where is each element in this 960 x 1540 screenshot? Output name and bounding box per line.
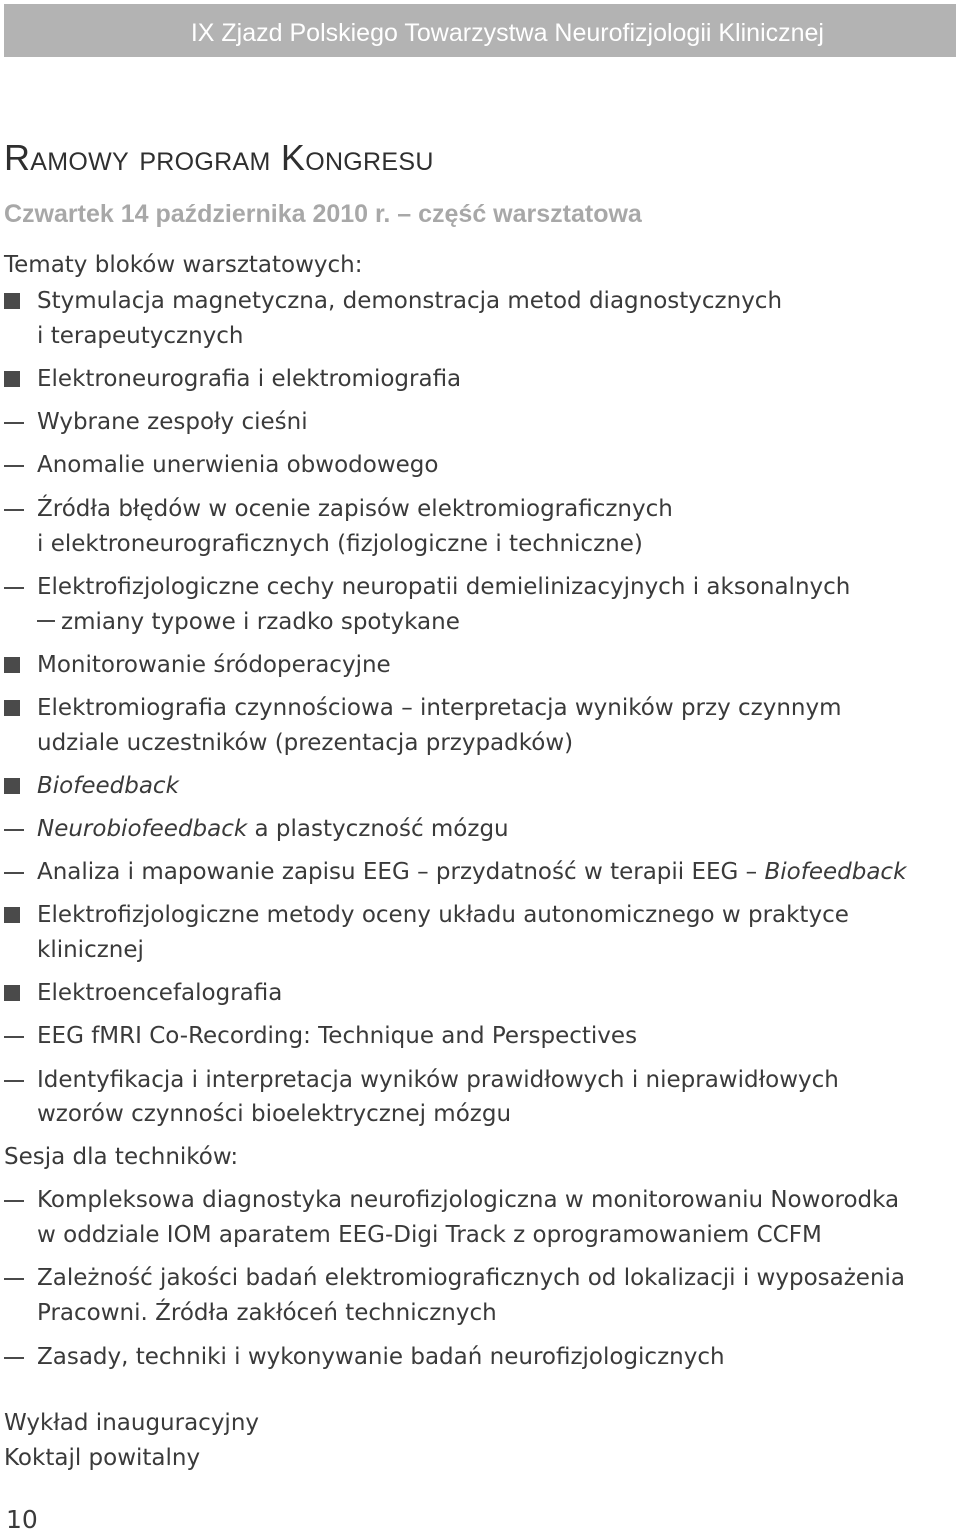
square-bullet-icon [4,907,20,923]
sub-item [4,448,956,482]
dash-bullet-icon [4,872,24,874]
dash-bullet-icon [4,1080,24,1082]
sub-item [4,1261,956,1295]
list-item [4,769,956,803]
item-text: Biofeedback [37,773,179,799]
dash-bullet-icon [4,465,24,467]
dash-bullet-icon [4,1036,24,1038]
sub-item [4,405,956,439]
topics-heading: Tematy bloków warsztatowych: [4,252,363,278]
page-title: Ramowy program Kongresu [4,137,434,178]
item-text: Elektroencefalografia [37,980,283,1006]
dash-bullet-icon [4,422,24,424]
sub-item [4,1340,956,1374]
item-text: Elektroneurografia i elektromiografia [37,366,462,392]
item-text: udziale uczestników (prezentacja przypadków) [37,730,574,756]
dash-bullet-icon [4,1357,24,1359]
dash-bullet-icon [4,1278,24,1280]
sub-item [4,812,956,846]
item-text: klinicznej [37,937,144,963]
list-item-continuation [4,933,956,967]
square-bullet-icon [4,371,20,387]
item-text: Zasady, techniki i wykonywanie badań neurofizjologicznych [37,1344,725,1370]
sub-item-continuation [4,527,956,561]
item-text: wzorów czynności bioelektrycznej mózgu [37,1101,512,1127]
item-text: Kompleksowa diagnostyka neurofizjologiczna w monitorowaniu Noworodka [37,1187,900,1213]
item-text: Źródła błędów w ocenie zapisów elektromiograficznych [37,496,673,522]
item-text: Monitorowanie śródoperacyjne [37,652,391,678]
dash-bullet-icon [4,509,24,511]
inaugural-lecture: Wykład inauguracyjny [4,1410,260,1436]
dash-bullet-icon [4,587,24,589]
item-text: Pracowni. Źródła zakłóceń technicznych [37,1300,497,1326]
item-text: Identyfikacja i interpretacja wyników prawidłowych i nieprawidłowych [37,1067,839,1093]
dash-icon [37,620,55,622]
item-text: a plastyczność mózgu [247,816,509,842]
square-bullet-icon [4,657,20,673]
list-item-continuation [4,726,956,760]
square-bullet-icon [4,985,20,1001]
item-text-italic: Biofeedback [764,859,907,885]
list-item [4,691,956,725]
square-bullet-icon [4,700,20,716]
item-text-italic: Neurobiofeedback [37,816,248,842]
list-item [4,976,956,1010]
item-text: Elektrofizjologiczne metody oceny układu autonomicznego w praktyce [37,902,849,928]
list-item [4,898,956,932]
item-text: Analiza i mapowanie zapisu EEG – przydatność w terapii EEG – [37,859,765,885]
item-text: Wybrane zespoły cieśni [37,409,308,435]
sub-item-continuation [4,605,956,639]
list-item [4,284,956,318]
date-subheading: Czwartek 14 października 2010 r. – część warsztatowa [4,200,642,228]
sub-item-continuation [4,1218,956,1252]
dash-bullet-icon [4,1200,24,1202]
item-text: Elektromiografia czynnościowa – interpretacja wyników przy czynnym [37,695,842,721]
header-title: IX Zjazd Polskiego Towarzystwa Neurofizjologii Klinicznej [190,19,824,47]
square-bullet-icon [4,293,20,309]
list-item [4,648,956,682]
list-item-continuation [4,319,956,353]
item-text: EEG fMRI Co-Recording: Technique and Perspectives [37,1023,638,1049]
sub-item [4,855,956,889]
sub-item [4,492,956,526]
sub-item [4,1183,956,1217]
sub-item [4,570,956,604]
item-text: i terapeutycznych [37,323,244,349]
sub-item [4,1019,956,1053]
header-bar [4,4,956,57]
item-text: Elektrofizjologiczne cechy neuropatii demielinizacyjnych i aksonalnych [37,574,851,600]
item-text: Anomalie unerwienia obwodowego [37,452,439,478]
welcome-reception: Koktajl powitalny [4,1445,201,1471]
item-text: Zależność jakości badań elektromiograficznych od lokalizacji i wyposażenia [37,1265,906,1291]
page-number: 10 [6,1505,38,1534]
square-bullet-icon [4,778,20,794]
technicians-heading: Sesja dla techników: [4,1144,239,1170]
sub-item-continuation [4,1097,956,1131]
list-item [4,362,956,396]
item-text: Stymulacja magnetyczna, demonstracja metod diagnostycznych [37,288,783,314]
sub-item [4,1063,956,1097]
item-text: i elektroneurograficznych (fizjologiczne i techniczne) [37,531,643,557]
dash-bullet-icon [4,829,24,831]
sub-item-continuation [4,1296,956,1330]
item-text: w oddziale IOM aparatem EEG-Digi Track z oprogramowaniem CCFM [37,1222,822,1248]
item-text: zmiany typowe i rzadko spotykane [61,609,460,635]
